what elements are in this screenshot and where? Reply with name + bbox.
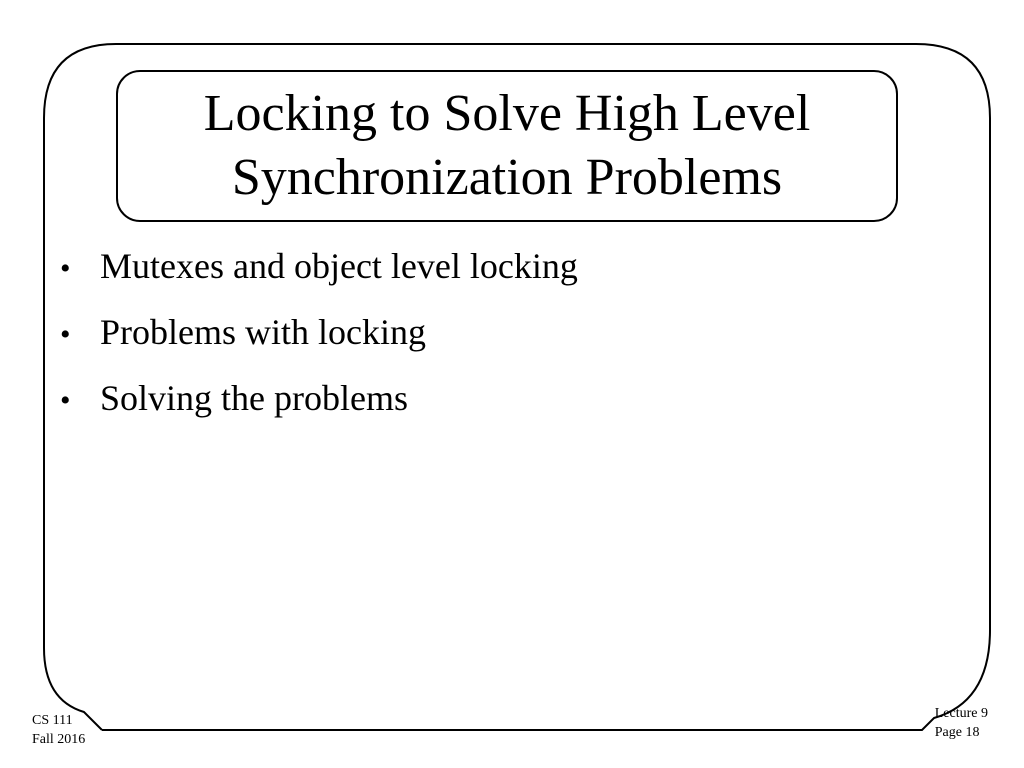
bullet-item [56,376,578,442]
bullet-item [56,244,578,310]
footer-term: Fall 2016 [32,732,86,747]
footer-lecture: Lecture 9 [934,706,988,721]
footer-course: CS 111 [32,713,73,728]
bullet-icon: • [60,318,71,351]
footer-page-info [935,704,988,742]
bullet-icon: • [60,252,71,285]
title-box [116,70,898,222]
footer-page-number: Page 18 [934,725,980,740]
title-line-2: Synchronization Problems [231,149,783,206]
bullet-item [56,310,578,376]
bullet-text: Problems with locking [100,312,426,352]
bullet-icon: • [60,384,71,417]
bullet-list [56,244,578,442]
title-line-1: Locking to Solve High Level [203,85,811,142]
bullet-text: Mutexes and object level locking [100,246,578,286]
bullet-text: Solving the problems [100,378,408,418]
footer-course-info [32,711,85,749]
